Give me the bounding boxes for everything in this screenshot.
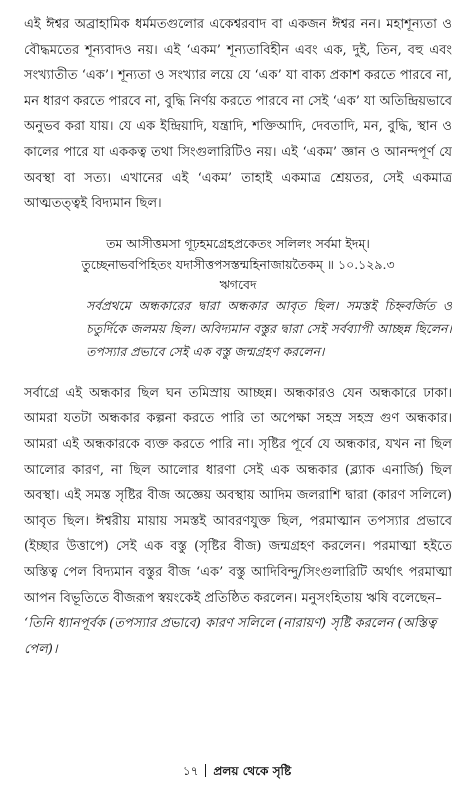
quote-line: ‘তিনি ধ্যানপূর্বক (তপস্যার প্রভাবে) কারণ সলিলে (নারায়ণ) সৃষ্টি করলেন (অস্তিত্ব পেল)। — [24, 616, 437, 657]
verse-line-1: তম আসীত্তমসা গূঢ়হমগ্রেহপ্রকেতং সলিলং সর্বমা ইদম্। — [106, 235, 370, 251]
verse-source: ঋগবেদ — [219, 276, 257, 292]
page-number: ১৭ — [182, 764, 199, 778]
body-paragraph-2: সর্বাগ্রে এই অন্ধকার ছিল ঘন তমিস্রায় আচ্ছন্ন। অন্ধকারও যেন অন্ধকারে ঢাকা। আমরা যতটা অন্ধকার কল্পনা করতে পারি তা অপেক্ষা সহস্র সহস্র গুণ অন্ধকার। আমরা এই অন্ধকারকে ব্যক্ত করতে পারি না। সৃষ্টির পূর্বে যে অন্ধকার, যখন না ছিল আলোর কারণ, না ছিল আলোর ধারণা সেই এক অন্ধকার (ব্ল্যাক এনার্জি) ছিল অবস্থা। এই সমস্ত সৃষ্টির বীজ অজ্ঞেয় অবস্থায় আদিম জলরাশি দ্বারা (কারণ সলিলে) আবৃত ছিল। ঈশ্বরীয় মায়ায় সমস্তই আবরণযুক্ত ছিল, পরমাত্মান তপস্যার প্রভাবে (ইচ্ছার উত্তাপে) সেই এক বস্তু (সৃষ্টির বীজ) জন্মগ্রহণ করলেন। পরমাত্মা হইতে অস্তিত্ব পেল বিদ্যমান বস্তুর বীজ ‘এক’ বস্তু আদিবিন্দু/সিংগুলারিটি অর্থাৎ পরমাত্মা আপন বিভূতিতে বীজরূপ স্বয়ংকেই প্রতিষ্ঠিত করলেন। মনুসংহিতায় ঋষি বলেছেন– — [24, 385, 452, 606]
sanskrit-verse — [24, 233, 452, 294]
body-paragraph-1: এই ঈশ্বর অব্রাহামিক ধর্মমতগুলোর একেশ্বরবাদ বা একজন ঈশ্বর নন। মহাশূন্যতা ও বৌদ্ধমতের শূন্যবাদও নয়। এই ‘একম’ শূন্যতাবিহীন এবং এক, দুই, তিন, বহু এবং সংখ্যাতীত ‘এক’। শূন্যতা ও সংখ্যার লয়ে যে ‘এক’ যা বাক্য প্রকাশ করতে পারবে না, মন ধারণ করতে পারবে না, বুদ্ধি নির্ণয় করতে পারবে না সেই ‘এক’ যা অতিন্দ্রিয়ভাবে অনুভব করা যায়। যে এক ইন্দ্রিয়াদি, যন্ত্রাদি, শক্তিআদি, দেবতাদি, মন, বুদ্ধি, স্থান ও কালের পারে যা এককত্ব তথা সিংগুলারিটিও নয়। এই ‘একম’ জ্ঞান ও আনন্দপূর্ণ যে অবস্থা বা সত্য। এখানের এই ‘একম’ তাহাই একমাত্র শ্রেয়তর, সেই একমাত্র আত্মতত্ত্বই বিদ্যমান ছিল। — [24, 17, 452, 212]
footer-divider — [205, 764, 206, 777]
verse-translation: সর্বপ্রথমে অন্ধকারের দ্বারা অন্ধকার আবৃত ছিল। সমস্তই চিহ্নবর্জিত ও চতুর্দিকে জলময় ছিল। অবিদ্যমান বস্তুর দ্বারা সেই সর্বব্যাপী আচ্ছন্ন ছিলেন। তপস্যার প্রভাবে সেই এক বস্তু জন্মগ্রহণ করলেন। — [86, 297, 452, 359]
page-footer — [0, 762, 474, 780]
running-title: প্রলয় থেকে সৃষ্টি — [213, 764, 292, 778]
verse-line-2: তুচ্ছেনাভবপিহিতং যদাসীত্তপসস্তন্মহিনাজায়তৈকম্ ॥ ১০.১২৯.৩ — [81, 256, 395, 272]
